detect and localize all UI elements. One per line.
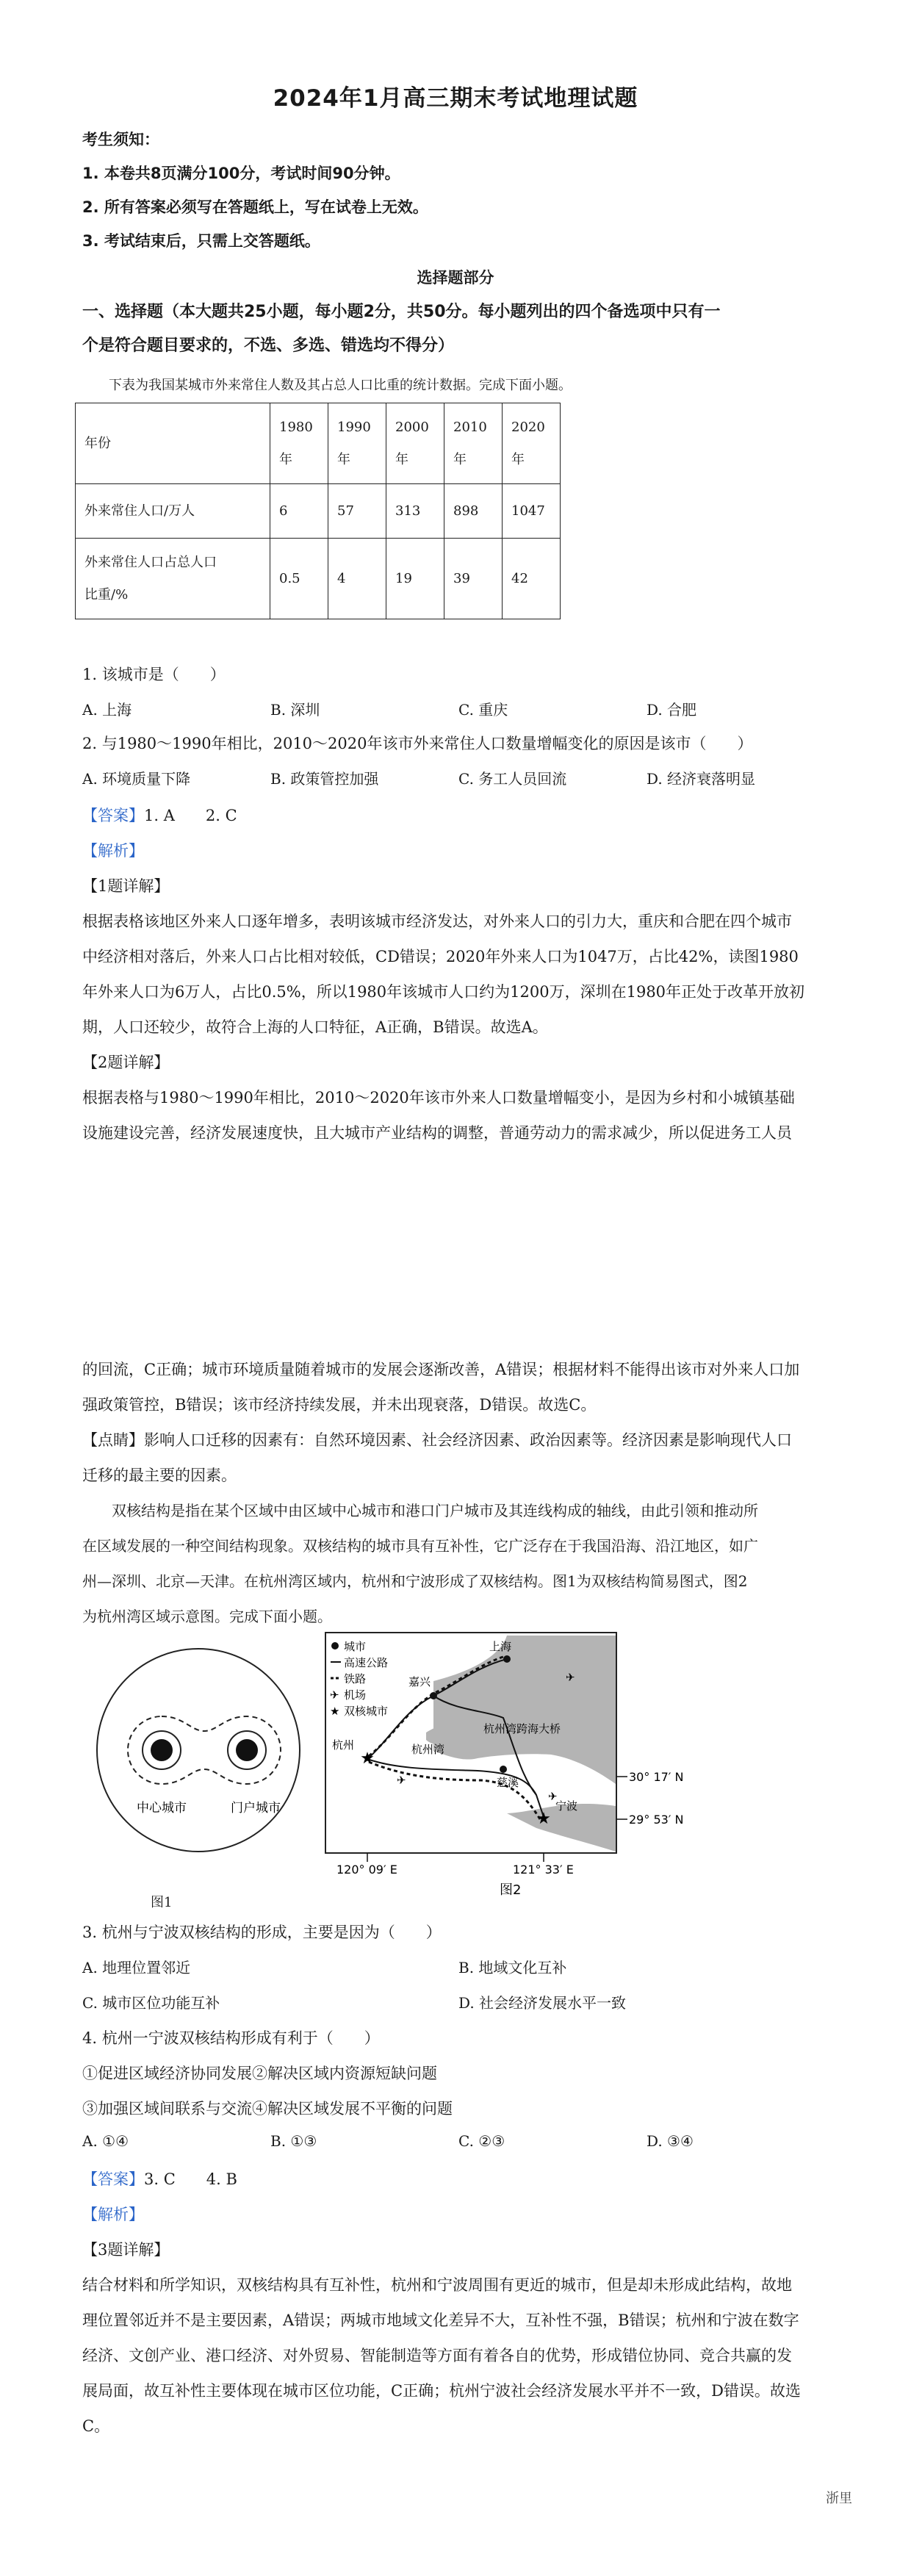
question-1-option: A. 上海 <box>82 701 132 719</box>
lat-label: 29° 53′ N <box>629 1813 684 1827</box>
center-city-dot <box>151 1739 173 1761</box>
question-3-option: A. 地理位置邻近 <box>82 1959 191 1976</box>
text-line: C。 <box>82 2417 110 2435</box>
table-cell: 1047 <box>503 484 561 539</box>
detail-3-label: 【3题详解】 <box>82 2241 170 2259</box>
question-2-option: A. 环境质量下降 <box>82 770 191 788</box>
detail-1-text <box>82 904 839 1045</box>
question-3-stem: 3. 杭州与宁波双核结构的形成，主要是因为（ ） <box>82 1924 442 1941</box>
text-line: 展局面，故互补性主要体现在城市区位功能，C正确；杭州宁波社会经济发展水平并不一致，D错误。故选 <box>82 2382 801 2400</box>
region-circle <box>97 1649 300 1852</box>
text-line: 为杭州湾区域示意图。完成下面小题。 <box>82 1608 332 1625</box>
analysis-label: 【解析】 <box>82 2206 144 2223</box>
question-4-option: C. ②③ <box>458 2132 505 2150</box>
star-hangzhou-icon: ★ <box>360 1749 375 1768</box>
row-label-line: 比重/% <box>84 586 129 602</box>
gate-city-dot <box>236 1739 258 1761</box>
figure-2-map <box>323 1630 779 1924</box>
year-unit: 年 <box>395 451 408 467</box>
question-3-option: C. 城市区位功能互补 <box>82 1994 220 2012</box>
city-dot-jiaxing <box>430 1692 437 1699</box>
section-intro: 一、选择题（本大题共25小题，每小题2分，共50分。每小题列出的四个备选项中只有一 <box>82 303 721 321</box>
table-cell: 6 <box>270 484 328 539</box>
airport-icon: ✈ <box>397 1774 406 1787</box>
city-label-hangzhou: 杭州 <box>332 1738 355 1752</box>
year-unit: 年 <box>337 451 350 467</box>
notice-item: 2. 所有答案必须写在答题纸上，写在试卷上无效。 <box>82 198 428 216</box>
notice-item: 1. 本卷共8页满分100分，考试时间90分钟。 <box>82 165 400 182</box>
year-unit: 年 <box>453 451 467 467</box>
question-1-option: C. 重庆 <box>458 701 508 719</box>
question-4-option: A. ①④ <box>82 2132 129 2150</box>
text-line: 设施建设完善，经济发展速度快，且大城市产业结构的调整，普通劳动力的需求减少，所以促进务工人员 <box>82 1124 792 1142</box>
text-line: 年外来人口为6万人，占比0.5%，所以1980年该城市人口约为1200万，深圳在1980年正处于改革开放初 <box>82 983 805 1001</box>
figure-1-caption: 图1 <box>151 1895 173 1910</box>
footer-text: 浙里 <box>826 2491 852 2506</box>
question-1-option: B. 深圳 <box>270 701 320 719</box>
answer-label: 【答案】 <box>82 2170 144 2188</box>
detail-1-label: 【1题详解】 <box>82 877 170 895</box>
bridge-label: 杭州湾跨海大桥 <box>483 1722 561 1735</box>
question-4-option: D. ③④ <box>647 2132 694 2150</box>
text-line: 结合材料和所学知识，双核结构具有互补性，杭州和宁波周围有更近的城市，但是却未形成此结构，故地 <box>82 2276 792 2294</box>
question-3-option: D. 社会经济发展水平一致 <box>458 1994 627 2012</box>
gate-city-label: 门户城市 <box>231 1801 281 1816</box>
question-1-option: D. 合肥 <box>647 701 697 719</box>
year-value: 2010 <box>453 419 487 435</box>
text-line: 影响人口迁移的因素有：自然环境因素、社会经济因素、政治因素等。经济因素是影响现代人口 <box>144 1431 792 1449</box>
legend-label: 城市 <box>344 1640 367 1653</box>
table-year-cell <box>270 403 328 484</box>
city-label-jiaxing: 嘉兴 <box>408 1675 431 1688</box>
question-4-item: ③加强区域间联系与交流④解决区域发展不平衡的问题 <box>82 2100 453 2118</box>
city-label-ningbo: 宁波 <box>555 1799 578 1813</box>
airport-icon: ✈ <box>548 1790 558 1803</box>
legend-airport-icon: ✈ <box>330 1688 339 1702</box>
table-cell: 898 <box>444 484 503 539</box>
question-4-item: ①促进区域经济协同发展②解决区域内资源短缺问题 <box>82 2065 437 2082</box>
table-cell: 39 <box>444 539 503 619</box>
analysis-label: 【解析】 <box>82 842 144 860</box>
answer-text: 1. A 2. C <box>144 807 237 824</box>
legend-star-icon: ★ <box>330 1705 340 1718</box>
detail-3-text <box>82 2267 839 2444</box>
text-line: 经济、文创产业、港口经济、对外贸易、智能制造等方面有着各自的优势，形成错位协同、竞合共赢的发 <box>82 2347 792 2364</box>
section-intro: 个是符合题目要求的，不选、多选、错选均不得分） <box>82 337 455 355</box>
row-label-line: 外来常住人口占总人口 <box>84 554 217 570</box>
answer-text: 3. C 4. B <box>144 2170 237 2188</box>
text-line: 根据表格与1980～1990年相比，2010～2020年该市外来人口数量增幅变小，是因为乡村和小城镇基础 <box>82 1089 795 1107</box>
question-1-stem: 1. 该城市是（ ） <box>82 666 226 683</box>
year-value: 2020 <box>511 419 545 435</box>
airport-icon: ✈ <box>566 1671 575 1684</box>
legend-label: 铁路 <box>344 1672 367 1685</box>
year-value: 2000 <box>395 419 429 435</box>
lon-label: 121° 33′ E <box>513 1863 574 1877</box>
table-year-cell <box>503 403 561 484</box>
year-unit: 年 <box>511 451 525 467</box>
lat-label: 30° 17′ N <box>629 1770 684 1784</box>
city-label-cixi: 慈溪 <box>497 1776 519 1789</box>
detail-2-text-cont <box>82 1352 839 1422</box>
question-4-stem: 4. 杭州一宁波双核结构形成有利于（ ） <box>82 2029 380 2047</box>
legend-label: 高速公路 <box>344 1656 389 1669</box>
question-3-option: B. 地域文化互补 <box>458 1959 567 1976</box>
detail-2-text <box>82 1080 839 1151</box>
table-cell: 0.5 <box>270 539 328 619</box>
notice-item: 3. 考试结束后，只需上交答题纸。 <box>82 232 320 250</box>
text-line: 的回流，C正确；城市环境质量随着城市的发展会逐渐改善，A错误；根据材料不能得出该市对外来人口加 <box>82 1361 800 1378</box>
material-2-text <box>82 1493 839 1634</box>
table-row-label <box>76 539 270 619</box>
tip-label: 【点睛】 <box>82 1431 144 1449</box>
year-value: 1980 <box>279 419 313 435</box>
city-dot-cixi <box>500 1766 507 1773</box>
page-title: 2024年1月高三期末考试地理试题 <box>273 85 638 112</box>
legend-label: 双核城市 <box>344 1705 389 1718</box>
table-row-label: 外来常住人口/万人 <box>76 484 270 539</box>
question-2-stem: 2. 与1980～1990年相比，2010～2020年该市外来常住人口数量增幅变化的原因是该市（ ） <box>82 735 753 752</box>
table-header-label: 年份 <box>76 403 270 484</box>
city-dot-shanghai <box>503 1655 511 1663</box>
lon-label: 120° 09′ E <box>336 1863 397 1877</box>
notice-heading: 考生须知： <box>82 131 159 148</box>
city-label-shanghai: 上海 <box>489 1640 512 1653</box>
table-cell: 19 <box>386 539 444 619</box>
table-cell: 42 <box>503 539 561 619</box>
section-title: 选择题部分 <box>417 269 494 287</box>
detail-2-label: 【2题详解】 <box>82 1054 170 1071</box>
table-cell: 4 <box>328 539 386 619</box>
question-4-option: B. ①③ <box>270 2132 317 2150</box>
table-year-cell <box>386 403 444 484</box>
text-line: 在区域发展的一种空间结构现象。双核结构的城市具有互补性，它广泛存在于我国沿海、沿江地区，如广 <box>82 1537 758 1555</box>
text-line: 迁移的最主要的因素。 <box>82 1467 237 1484</box>
text-line: 期，人口还较少，故符合上海的人口特征，A正确，B错误。故选A。 <box>82 1018 548 1036</box>
population-table <box>75 403 561 619</box>
text-line: 双核结构是指在某个区域中由区域中心城市和港口门户城市及其连线构成的轴线，由此引领和推动所 <box>112 1502 758 1519</box>
question-2-option: B. 政策管控加强 <box>270 770 379 788</box>
year-unit: 年 <box>279 451 292 467</box>
table-cell: 57 <box>328 484 386 539</box>
question-2-option: C. 务工人员回流 <box>458 770 567 788</box>
text-line: 根据表格该地区外来人口逐年增多，表明该城市经济发达，对外来人口的引力大，重庆和合肥在四个城市 <box>82 913 792 930</box>
table-year-cell <box>444 403 503 484</box>
text-line: 中经济相对落后，外来人口占比相对较低，CD错误；2020年外来人口为1047万，占比42%，读图1980 <box>82 948 799 965</box>
answer-block <box>82 2167 237 2190</box>
text-line: 理位置邻近并不是主要因素，A错误；两城市地域文化差异不大，互补性不强，B错误；杭州和宁波在数字 <box>82 2311 799 2329</box>
legend-city-dot <box>331 1642 339 1649</box>
tip-block <box>82 1422 839 1493</box>
table-intro: 下表为我国某城市外来常住人数及其占总人口比重的统计数据。完成下面小题。 <box>109 378 572 393</box>
text-line: 州—深圳、北京—天津。在杭州湾区域内，杭州和宁波形成了双核结构。图1为双核结构简易图式，图2 <box>82 1572 748 1590</box>
year-value: 1990 <box>337 419 371 435</box>
legend-label: 机场 <box>344 1688 367 1702</box>
table-year-cell <box>328 403 386 484</box>
answer-block <box>82 804 237 826</box>
question-2-option: D. 经济衰落明显 <box>647 770 756 788</box>
star-ningbo-icon: ★ <box>536 1810 551 1828</box>
figure-2-caption: 图2 <box>500 1882 522 1898</box>
figure-1-diagram <box>81 1640 323 1882</box>
table-cell: 313 <box>386 484 444 539</box>
center-city-label: 中心城市 <box>137 1801 187 1816</box>
text-line: 强政策管控，B错误；该市经济持续发展，并未出现衰落，D错误。故选C。 <box>82 1396 597 1414</box>
bay-label: 杭州湾 <box>411 1743 445 1756</box>
answer-label: 【答案】 <box>82 807 144 824</box>
